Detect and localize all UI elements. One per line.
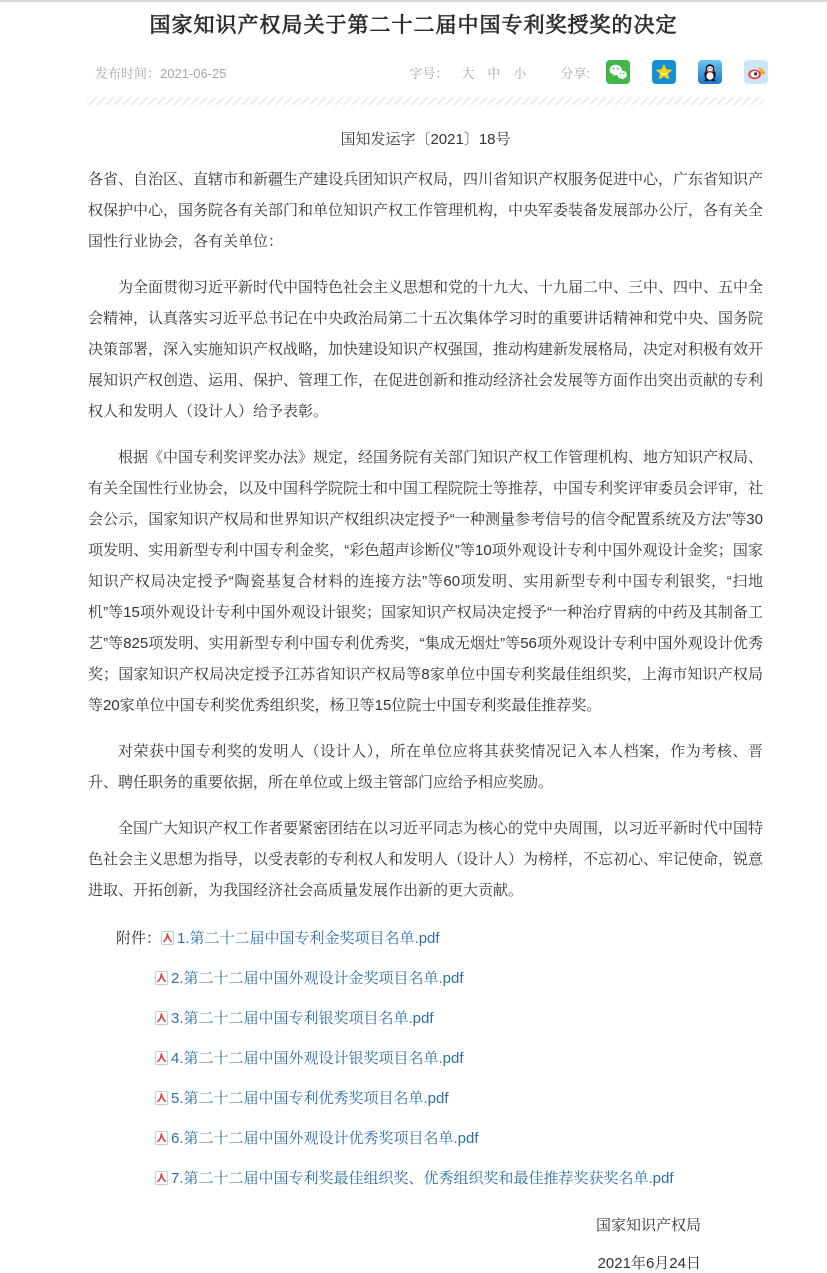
attachment-row <box>116 927 763 948</box>
document-body <box>88 128 763 1273</box>
attachment-link-1[interactable] <box>161 927 440 948</box>
attachment-row <box>116 967 763 988</box>
attachments-label: 附件： <box>116 930 162 947</box>
share-buttons <box>606 60 768 84</box>
publish-time-value: 2021-06-25 <box>160 65 227 81</box>
pdf-file-icon <box>155 1011 168 1025</box>
attachment-link-text: 5.第二十二届中国专利优秀奖项目名单.pdf <box>171 1090 449 1107</box>
pdf-file-icon <box>155 1131 168 1145</box>
signature-block <box>88 1214 701 1273</box>
attachment-link-text: 7.第二十二届中国专利奖最佳组织奖、优秀组织奖和最佳推荐奖获奖名单.pdf <box>171 1170 674 1187</box>
issue-date: 2021年6月24日 <box>597 1255 701 1272</box>
weibo-share-icon[interactable] <box>744 60 768 84</box>
attachment-link-4[interactable] <box>155 1047 464 1068</box>
paragraph-closing: 全国广大知识产权工作者要紧密团结在以习近平同志为核心的党中央周围，以习近平新时代中国特色社会主义思想为指导，以受表彰的专利权人和发明人（设计人）为榜样，不忘初心、牢记使命，锐意进取、开拓创新，为我国经济社会高质量发展作出新的更大贡献。 <box>88 820 764 899</box>
meta-bar <box>0 60 827 84</box>
font-size-control <box>409 63 526 82</box>
paragraph-policy: 为全面贯彻习近平新时代中国特色社会主义思想和党的十九大、十九届二中、三中、四中、五中全会精神，认真落实习近平总书记在中央政治局第二十五次集体学习时的重要讲话精神和党中央、国务院决策部署，深入实施知识产权战略，加快建设知识产权强国，推动构建新发展格局，决定对积极有效开展知识产权创造、运用、保护、管理工作，在促进创新和推动经济社会发展等方面作出突出贡献的专利权人和发明人（设计人）给予表彰。 <box>88 279 764 420</box>
attachment-link-7[interactable] <box>155 1167 674 1188</box>
attachment-row <box>116 1007 763 1028</box>
paragraph-recognition: 对荣获中国专利奖的发明人（设计人），所在单位应将其获奖情况记入本人档案，作为考核、晋升、聘任职务的重要依据，所在单位或上级主管部门应给予相应奖励。 <box>88 743 763 791</box>
pdf-file-icon <box>155 1171 168 1185</box>
attachment-link-5[interactable] <box>155 1087 449 1108</box>
pdf-file-icon <box>155 971 168 985</box>
issuer-name: 国家知识产权局 <box>595 1217 701 1234</box>
paragraph-salutation: 各省、自治区、直辖市和新疆生产建设兵团知识产权局，四川省知识产权服务促进中心，广东省知识产权保护中心，国务院各有关部门和单位知识产权工作管理机构，中央军委装备发展部办公厅，各有关全国性行业协会，各有关单位： <box>88 171 764 250</box>
pdf-file-icon <box>161 931 174 945</box>
attachment-link-3[interactable] <box>155 1007 434 1028</box>
wechat-share-icon[interactable] <box>606 60 630 84</box>
attachment-link-text: 6.第二十二届中国外观设计优秀奖项目名单.pdf <box>171 1130 479 1147</box>
qzone-share-icon[interactable] <box>652 60 676 84</box>
pdf-file-icon <box>155 1051 168 1065</box>
attachment-link-text: 4.第二十二届中国外观设计银奖项目名单.pdf <box>171 1050 464 1067</box>
attachments-section <box>116 927 763 1188</box>
attachment-link-6[interactable] <box>155 1127 479 1148</box>
attachment-row <box>116 1167 763 1188</box>
attachment-row <box>116 1047 763 1068</box>
page-title: 国家知识产权局关于第二十二届中国专利奖授奖的决定 <box>149 14 678 37</box>
share-label: 分享: <box>560 65 590 81</box>
attachment-link-2[interactable] <box>155 967 464 988</box>
qq-share-icon[interactable] <box>698 60 722 84</box>
font-size-large-button[interactable]: 大 <box>461 65 475 81</box>
hatched-divider <box>87 97 763 105</box>
pdf-file-icon <box>155 1091 168 1105</box>
attachment-row <box>116 1127 763 1148</box>
font-size-label: 字号： <box>409 65 449 81</box>
publish-time <box>95 63 227 82</box>
attachment-link-text: 3.第二十二届中国专利银奖项目名单.pdf <box>171 1010 434 1027</box>
publish-time-label: 发布时间： <box>95 65 161 81</box>
font-size-small-button[interactable]: 小 <box>513 65 527 81</box>
font-size-medium-button[interactable]: 中 <box>487 65 501 81</box>
document-number: 国知发运字〔2021〕18号 <box>340 131 511 148</box>
attachment-row <box>116 1087 763 1108</box>
attachment-link-text: 2.第二十二届中国外观设计金奖项目名单.pdf <box>171 970 464 987</box>
paragraph-awards: 根据《中国专利奖评奖办法》规定，经国务院有关部门知识产权工作管理机构、地方知识产权局、有关全国性行业协会，以及中国科学院院士和中国工程院院士等推荐，中国专利奖评审委员会评审，社会公示，国家知识产权局和世界知识产权组织决定授予“一种测量参考信号的信令配置系统及方法”等30项发明、实用新型专利中国专利金奖，“彩色超声诊断仪”等10项外观设计专利中国外观设计金奖；国家知识产权局决定授予“陶瓷基复合材料的连接方法”等60项发明、实用新型专利中国专利银奖，“扫地机”等15项外观设计专利中国外观设计银奖；国家知识产权局决定授予“一种治疗胃病的中药及其制备工艺”等825项发明、实用新型专利中国专利优秀奖，“集成无烟灶”等56项外观设计专利中国外观设计优秀奖；国家知识产权局决定授予江苏省知识产权局等8家单位中国专利奖最佳组织奖，上海市知识产权局等20家单位中国专利奖优秀组织奖，杨卫等15位院士中国专利奖最佳推荐奖。 <box>88 449 764 714</box>
attachment-link-text: 1.第二十二届中国专利金奖项目名单.pdf <box>177 930 440 947</box>
